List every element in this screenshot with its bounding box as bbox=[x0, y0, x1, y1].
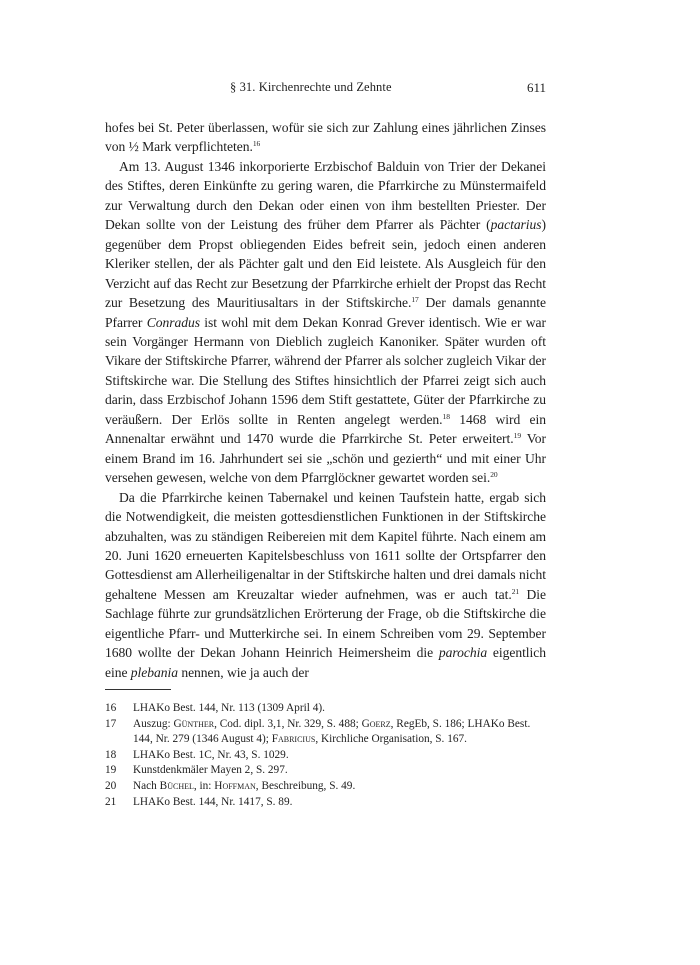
footnote-text: , Kirchliche Organisation, S. 167. bbox=[315, 733, 467, 746]
footnote-ref: 19 bbox=[513, 431, 522, 441]
footnote-text: Auszug: bbox=[133, 717, 174, 730]
footnote-number: 21 bbox=[105, 795, 117, 808]
author-name: Hoffman bbox=[214, 779, 256, 792]
footnote-ref: 18 bbox=[442, 411, 450, 421]
footnote-text: LHAKo Best. 144, Nr. 113 (1309 April 4). bbox=[133, 702, 325, 714]
paragraph-text: ) gegenüber dem Propst obliegenden Eides befreit sein, jedoch einen anderen Kleriker stellen, der als Pächter galt und den Eid leistete. Als Ausgleich für den Verzicht auf das Recht zur Besetzung der Pfarrkirche erhielt der Propst das Recht zur Besetzung des Mauritiusaltars in der Stiftskirche. bbox=[105, 217, 546, 311]
footnote bbox=[105, 779, 546, 795]
footnote-number: 16 bbox=[105, 702, 117, 714]
paragraph bbox=[105, 118, 546, 157]
footnote-number: 18 bbox=[105, 748, 117, 761]
footnote-ref: 20 bbox=[490, 470, 498, 480]
paragraph-italic: plebania bbox=[130, 664, 178, 680]
footnote-text: , Beschreibung, S. 49. bbox=[255, 779, 356, 792]
footnote-text: LHAKo Best. 144, Nr. 1417, S. 89. bbox=[133, 795, 293, 808]
paragraph-text: nennen, wie ja auch der bbox=[177, 664, 309, 680]
footnote bbox=[105, 763, 546, 779]
author-name: Büchel bbox=[159, 779, 194, 792]
running-head-title: § 31. Kirchenrechte und Zehnte bbox=[230, 80, 392, 94]
footnote-ref: 21 bbox=[511, 586, 520, 596]
footnotes bbox=[105, 701, 546, 810]
paragraph-text: Die Sachlage führte zur grundsätzlichen Erörterung der Frage, ob die Stiftskirche die eigentliche Pfarr- und Mutterkirche sei. In einem Schreiben vom 29. September 1680 wollte der Dekan Johann Heinrich Heimersheim die bbox=[105, 586, 547, 661]
paragraph-italic: pactarius bbox=[490, 217, 542, 233]
footnote-text: LHAKo Best. 1C, Nr. 43, S. 1029. bbox=[133, 748, 289, 761]
paragraph-text: Vor einem Brand im 16. Jahrhundert sei sie „schön und gezierth“ und mit einer Uhr versehen gewesen, welche von dem Pfarrglöckner gewartet worden sei. bbox=[105, 431, 547, 486]
paragraph-italic: parochia bbox=[438, 645, 488, 661]
footnote bbox=[105, 748, 546, 764]
paragraph bbox=[105, 157, 546, 488]
paragraph-text: 1468 wird ein Annenaltar erwähnt und 1470 wurde die Pfarrkirche St. Peter erweitert. bbox=[105, 411, 546, 447]
paragraph-text: ist wohl mit dem Dekan Konrad Grever identisch. Wie er war sein Vorgänger Hermann von Dieblich zugleich Kanoniker. Später wurden oft Vikare der Stiftskirche Pfarrer, während der Pfarrer als solcher zugleich Vikar der Stiftskirche war. Die Stellung des Stiftes hinsichtlich der Pfarrei zeigt sich auch darin, dass Erzbischof Johann 1596 dem Stift gestattete, Güter der Pfarrkirche zu veräußern. Der Erlös sollte in Renten angelegt werden. bbox=[105, 314, 546, 427]
footnote bbox=[105, 795, 546, 811]
paragraph-text: Der damals genannte Pfarrer bbox=[105, 295, 546, 330]
footnote-separator bbox=[105, 689, 171, 690]
footnote-text: Kunstdenkmäler Mayen 2, S. 297. bbox=[133, 764, 288, 777]
paragraph-text: Am 13. August 1346 inkorporierte Erzbischof Balduin von Trier der Dekanei des Stiftes, deren Einkünfte zu gering waren, die Pfarrkirche zu Münstermaifeld zur Verwaltung durch den Dekan oder einen von ihm bestellten Priester. Der Dekan sollte von der Leistung des früher dem Pfarrer als Pächter ( bbox=[105, 158, 546, 233]
author-name: Goerz bbox=[361, 717, 391, 730]
footnote-ref: 17 bbox=[411, 295, 419, 305]
book-page bbox=[105, 80, 547, 808]
paragraph-text: hofes bei St. Peter überlassen, wofür sie sich zur Zahlung eines jährlichen Zinses von ½ Mark verpflichteten. bbox=[105, 120, 546, 155]
footnote bbox=[105, 717, 546, 748]
paragraph-text: Da die Pfarrkirche keinen Tabernakel und keinen Taufstein hatte, ergab sich die Notwendigkeit, die meisten gottesdienstlichen Funktionen in der Stiftskirche abzuhalten, was zu ständigen Reibereien mit dem Kapitel führte. Nach einem am 20. Juni 1620 erneuerten Kapitelsbeschluss von 1611 sollte der Ortspfarrer den Gottesdienst am Allerheiligenaltar in der Stiftskirche halten und drei damals nicht gehaltene Messen am Kreuzaltar wieder aufnehmen, was er auch tat. bbox=[105, 489, 546, 602]
running-head bbox=[105, 80, 546, 102]
footnote-number: 20 bbox=[105, 779, 117, 792]
paragraph-italic: Conradus bbox=[146, 314, 200, 330]
paragraph-text: eigentlich eine bbox=[105, 645, 546, 680]
footnote-ref: 16 bbox=[252, 139, 261, 149]
footnote-text: , Cod. dipl. 3,1, Nr. 329, S. 488; bbox=[214, 717, 362, 730]
footnote bbox=[105, 701, 546, 717]
footnote-text: Nach bbox=[133, 779, 160, 792]
author-name: Günther bbox=[173, 717, 215, 730]
footnote-number: 19 bbox=[105, 764, 117, 777]
footnote-number: 17 bbox=[105, 717, 117, 730]
footnote-text: , RegEb, S. 186; LHAKo Best. 144, Nr. 279 (1346 August 4); bbox=[133, 717, 531, 746]
page-number: 611 bbox=[526, 80, 546, 95]
footnote-text: , in: bbox=[193, 779, 215, 792]
author-name: Fabricius bbox=[271, 733, 316, 746]
paragraph bbox=[105, 488, 546, 683]
body-text bbox=[105, 118, 546, 682]
